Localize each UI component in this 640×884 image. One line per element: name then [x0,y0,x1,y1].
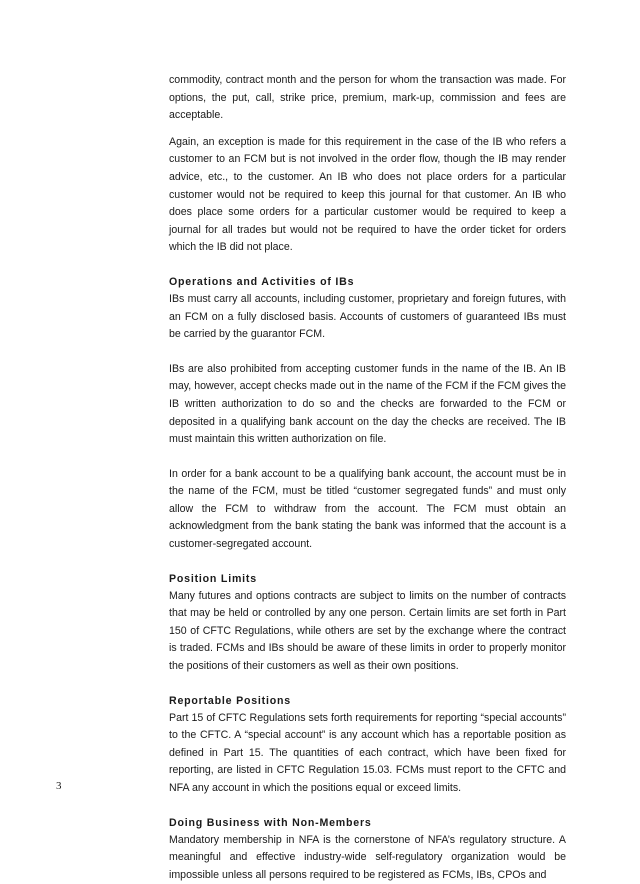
heading-non-members: Doing Business with Non-Members [169,816,372,829]
paragraph-non-members: Mandatory membership in NFA is the cornerstone of NFA’s regulatory structure. A meaningful and effective industry-wide self-regulatory organization would be impossible unless all persons required to be registered as FCMs, IBs, CPOs and [169,833,566,881]
paragraph-reportable-positions: Part 15 of CFTC Regulations sets forth requirements for reporting “special accounts” to the CFTC. A “special account” is any account which has a reportable position as defined in Part 15. The quantities of each contract, which have been fixed for reporting, are listed in CFTC Regulation 15.03. FCMs must report to the CFTC and NFA any account in which the positions equal or exceed limits. [169,711,566,794]
heading-position-limits: Position Limits [169,572,257,585]
heading-operations-activities: Operations and Activities of IBs [169,275,355,288]
paragraph-record-keeping: commodity, contract month and the person for whom the transaction was made. For options, the put, call, strike price, premium, mark-up, commission and fees are acceptable. [169,74,566,122]
paragraph-ib-exception: Again, an exception is made for this requirement in the case of the IB who refers a customer to an FCM but is not involved in the order flow, though the IB may render advice, etc., to the customer. An IB who does not place orders for a particular customer would not be required to keep this journal for that customer. An IB who does place some orders for a particular customer would be required to keep a journal for all trades but would not be required to have the order ticket for orders which the IB did not place. [169,135,566,254]
paragraph-operations-bank-account: In order for a bank account to be a qualifying bank account, the account must be in the name of the FCM, must be titled “customer segregated funds” and must only allow the FCM to withdraw from the account. The FCM must obtain an acknowledgment from the bank stating the bank was informed that the account is a customer-segregated account. [169,467,566,551]
paragraph-operations-accounts: IBs must carry all accounts, including customer, proprietary and foreign futures, with an FCM on a fully disclosed basis. Accounts of customers of guaranteed IBs must be carried by the guarantor FCM. [169,292,566,341]
paragraph-operations-customer-funds: IBs are also prohibited from accepting customer funds in the name of the IB. An IB may, however, accept checks made out in the name of the FCM if the FCM gives the IB written authorization to do so and the checks are forwarded to the FCM or deposited in a qualifying bank account on the day the checks are received. The IB must maintain this written authorization on file. [169,362,566,446]
page-number: 3 [56,780,62,792]
heading-reportable-positions: Reportable Positions [169,694,291,707]
document-body [169,72,566,884]
paragraph-position-limits: Many futures and options contracts are subject to limits on the number of contracts that may be held or controlled by any one person. Certain limits are set forth in Part 150 of CFTC Regulations, while others are set by the exchange where the contract is traded. FCMs and IBs should be aware of these limits in order to properly monitor the positions of their customers as well as their own positions. [169,589,566,673]
